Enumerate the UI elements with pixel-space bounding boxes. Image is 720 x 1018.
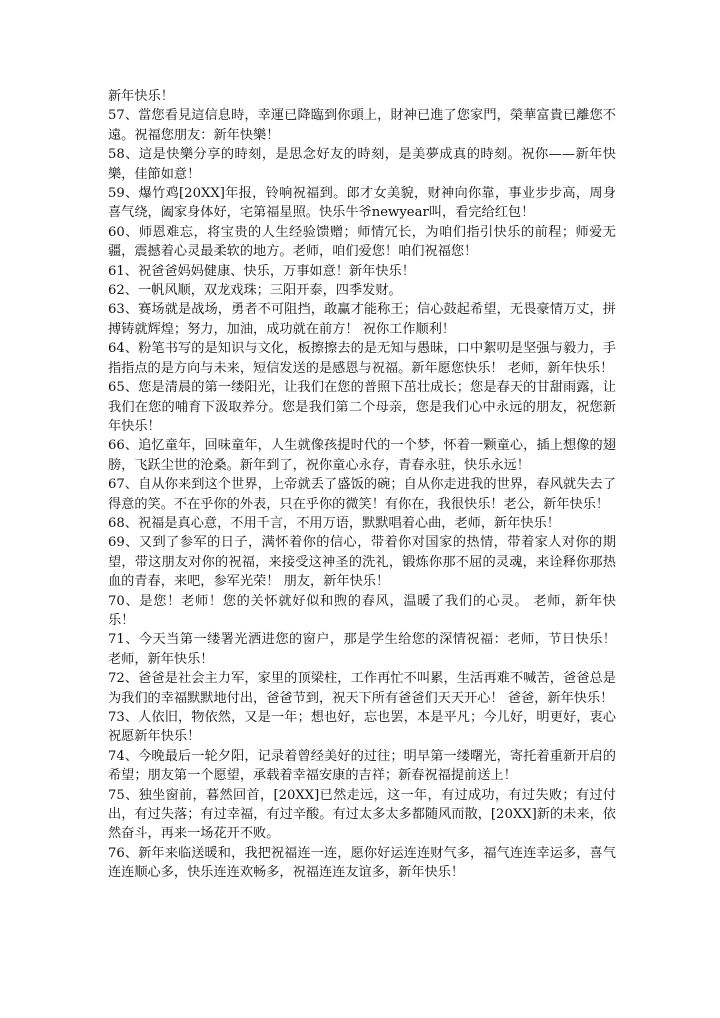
paragraph-75: 75、独坐窗前，暮然回首，[20XX]已然走远，这一年，有过成功，有过失败；有过付出，有过失落；有过幸福，有过辛酸。有过太多太多都随风而散，[20XX]新的未来，依然奋斗，再来一场花开不败。 [108, 787, 616, 842]
paragraph-64: 64、粉笔书写的是知识与文化，板擦擦去的是无知与愚昧，口中絮叨是坚强与毅力，手指指点的是方向与未来，短信发送的是感恩与祝福。新年愿您快乐！ 老师，新年快乐！ [108, 341, 616, 376]
paragraph-70: 70、是您！老师！您的关怀就好似和煦的春风，温暖了我们的心灵。 老师，新年快乐！ [108, 593, 616, 628]
paragraph-69: 69、又到了参军的日子，满怀着你的信心，带着你对国家的热情，带着家人对你的期望，带这朋友对你的祝福，来接受这神圣的洗礼，锻炼你那不屈的灵魂，来诠释你那热血的青春，来吧，参军光荣！ 朋友，新年快乐！ [108, 535, 616, 590]
paragraph-61: 61、祝爸爸妈妈健康、快乐，万事如意！新年快乐！ [108, 263, 415, 279]
paragraph-65: 65、您是清晨的第一缕阳光，让我们在您的普照下茁壮成长；您是春天的甘甜雨露，让我们在您的哺育下汲取养分。您是我们第二个母亲，您是我们心中永远的朋友，祝您新年快乐！ [108, 380, 616, 434]
paragraph-73: 73、人依旧，物依然，又是一年；想也好，忘也罢，本是平凡；今儿好，明更好，衷心祝愿新年快乐！ [108, 710, 616, 745]
paragraph-74: 74、今晚最后一轮夕阳，记录着曾经美好的过往；明早第一缕曙光，寄托着重新开启的希望；朋友第一个愿望，承载着幸福安康的吉祥；新春祝福提前送上！ [108, 748, 616, 784]
paragraph-66: 66、追忆童年，回味童年，人生就像孩提时代的一个梦，怀着一颗童心，插上想像的翅膀，飞跃尘世的沧桑。新年到了，祝你童心永存，青春永驻，快乐永远！ [108, 438, 616, 473]
paragraph-new-year-closing: 新年快乐！ [108, 89, 174, 104]
paragraph-58: 58、這是快樂分享的時刻，是思念好友的時刻，是美夢成真的時刻。祝你——新年快樂，佳節如意！ [108, 147, 616, 182]
paragraph-67: 67、自从你来到这个世界，上帝就丢了盛饭的碗；自从你走进我的世界，春风就失去了得意的笑。不在乎你的外表，只在乎你的微笑！有你在，我很快乐！老公，新年快乐！ [108, 477, 616, 512]
paragraph-76: 76、新年来临送暖和，我把祝福连一连，愿你好运连连财气多，福气连连幸运多，喜气连连顺心多，快乐连连欢畅多，祝福连连友谊多，新年快乐！ [108, 845, 616, 881]
paragraph-68: 68、祝福是真心意，不用千言，不用万语，默默唱着心曲，老师，新年快乐！ [108, 515, 560, 531]
paragraph-72: 72、爸爸是社会主力军，家里的顶梁柱，工作再忙不叫累，生活再难不喊苦，爸爸总是为我们的幸福默默地付出，爸爸节到，祝天下所有爸爸们天天开心！ 爸爸，新年快乐！ [108, 671, 616, 706]
paragraph-71: 71、今天当第一缕署光洒进您的窗户，那是学生给您的深情祝福：老师，节日快乐！ 老师，新年快乐！ [108, 632, 616, 667]
paragraph-60: 60、师恩难忘，将宝贵的人生经验馈赠；师情冗长，为咱们指引快乐的前程；师爱无疆，震撼着心灵最柔软的地方。老师，咱们爱您！咱们祝福您！ [108, 224, 616, 260]
paragraph-62: 62、一帆风顺，双龙戏珠；三阳开泰，四季发财。 [108, 283, 402, 299]
document-body [108, 87, 616, 883]
paragraph-63: 63、赛场就是战场，勇者不可阻挡，敢赢才能称王；信心鼓起希望，无畏豪情万丈，拼搏铸就辉煌；努力，加油，成功就在前方！ 祝你工作顺利！ [108, 302, 616, 337]
paragraph-57: 57、當您看見這信息時，幸運已降臨到你頭上，財神已進了您家門，榮華富貴已離您不遠。祝福您朋友：新年快樂！ [108, 108, 616, 143]
paragraph-59: 59、爆竹鸡[20XX]年报，铃响祝福到。郎才女美貌，财神向你靠，事业步步高，周身喜气绕，阖家身体好，宅第福星照。快乐牛爷newyear叫，看完给红包！ [108, 186, 616, 221]
